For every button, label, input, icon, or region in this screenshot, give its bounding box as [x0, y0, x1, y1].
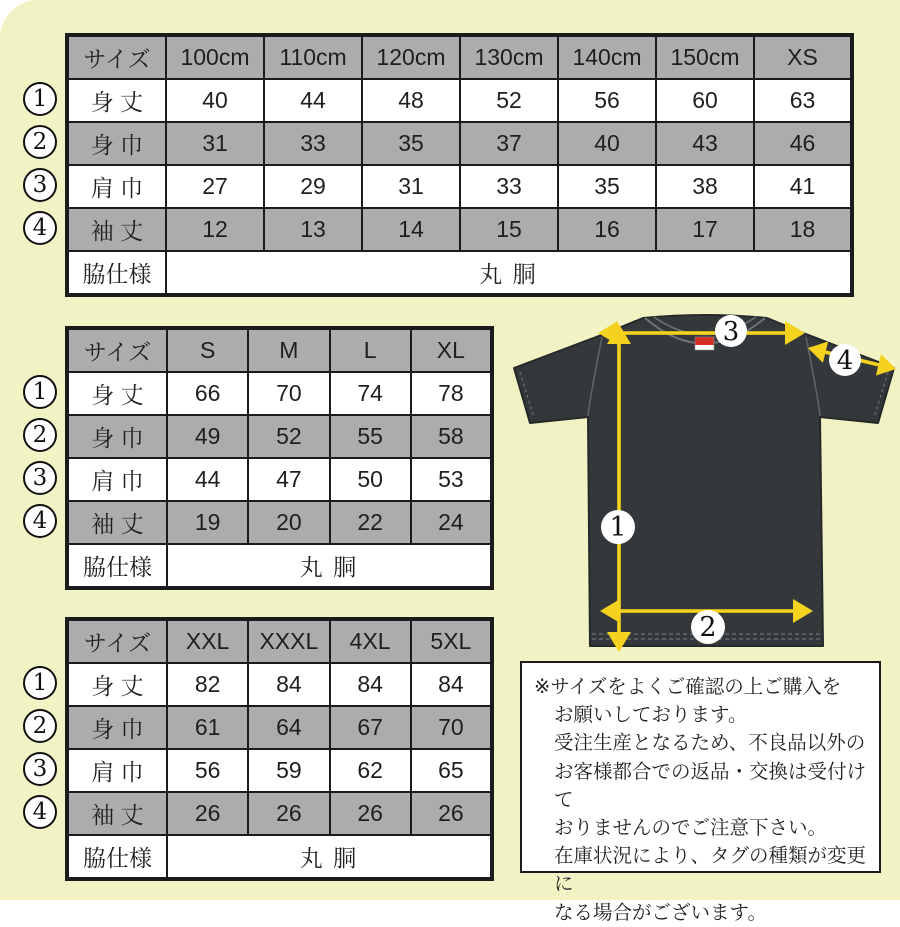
- tshirt-measurement-diagram: [512, 312, 896, 658]
- size-header: XXXL: [248, 619, 329, 663]
- size-header: 5XL: [411, 619, 492, 663]
- measurement-value: 55: [330, 415, 411, 458]
- diagram-label-3: [715, 315, 747, 347]
- measurement-value: 47: [248, 458, 329, 501]
- measurement-value: 52: [460, 79, 558, 122]
- size-header: M: [248, 328, 329, 372]
- side-spec-label: 脇仕様: [67, 251, 166, 295]
- measurement-value: 44: [167, 458, 248, 501]
- tshirt-diagram-svg: [512, 312, 896, 658]
- measurement-value: 50: [330, 458, 411, 501]
- notice-line: なる場合がございます。: [554, 901, 767, 924]
- row-number-badge: 1: [23, 375, 57, 409]
- measurement-value: 26: [411, 792, 492, 835]
- size-header: 130cm: [460, 35, 558, 79]
- size-table: [65, 617, 494, 881]
- measurement-value: 14: [362, 208, 460, 251]
- measurement-value: 22: [330, 501, 411, 544]
- measurement-value: 27: [166, 165, 264, 208]
- size-header: XXL: [167, 619, 248, 663]
- notice-line: 受注生産となるため、不良品以外の: [554, 732, 866, 755]
- notice-line: お願いしております。: [554, 704, 748, 727]
- measurement-value: 65: [411, 749, 492, 792]
- size-table: [65, 326, 494, 590]
- size-column-header: サイズ: [67, 328, 167, 372]
- measurement-label: 袖 丈: [67, 208, 166, 251]
- measurement-value: 53: [411, 458, 492, 501]
- measurement-label: 身 丈: [67, 663, 167, 706]
- row-number-badge: 2: [23, 125, 57, 159]
- row-number-badge: 4: [23, 795, 57, 829]
- measurement-value: 56: [558, 79, 656, 122]
- measurement-value: 62: [330, 749, 411, 792]
- notice-line: 在庫状況により、タグの種類が変更に: [554, 845, 867, 896]
- purchase-notice-box: [520, 661, 881, 924]
- measurement-value: 60: [656, 79, 754, 122]
- measurement-value: 49: [167, 415, 248, 458]
- measurement-value: 26: [248, 792, 329, 835]
- measurement-value: 24: [411, 501, 492, 544]
- measurement-label: 袖 丈: [67, 792, 167, 835]
- measurement-value: 63: [754, 79, 852, 122]
- measurement-label: 身 丈: [67, 372, 167, 415]
- measurement-value: 84: [411, 663, 492, 706]
- svg-text:1: 1: [609, 512, 627, 543]
- row-number-badge: 2: [23, 418, 57, 452]
- measurement-value: 35: [362, 122, 460, 165]
- measurement-value: 12: [166, 208, 264, 251]
- side-spec-value: 丸 胴: [167, 544, 492, 588]
- collar-brand-tag: [695, 337, 714, 350]
- notice-line: ※サイズをよくご確認の上ご購入を: [534, 676, 842, 698]
- measurement-value: 56: [167, 749, 248, 792]
- size-header: 120cm: [362, 35, 460, 79]
- diagram-label-1: [601, 510, 635, 544]
- measurement-value: 31: [362, 165, 460, 208]
- notice-line: お客様都合での返品・交換は受付けて: [554, 760, 867, 811]
- side-spec-label: 脇仕様: [67, 544, 167, 588]
- measurement-value: 40: [166, 79, 264, 122]
- size-header: 140cm: [558, 35, 656, 79]
- measurement-value: 41: [754, 165, 852, 208]
- measurement-value: 35: [558, 165, 656, 208]
- row-number-badge: 1: [23, 666, 57, 700]
- svg-text:3: 3: [722, 317, 740, 347]
- row-number-badge: 1: [23, 82, 57, 116]
- measurement-value: 18: [754, 208, 852, 251]
- measurement-label: 身 丈: [67, 79, 166, 122]
- measurement-value: 70: [248, 372, 329, 415]
- measurement-value: 66: [167, 372, 248, 415]
- measurement-label: 袖 丈: [67, 501, 167, 544]
- measurement-value: 48: [362, 79, 460, 122]
- row-number-badge: 3: [23, 461, 57, 495]
- measurement-value: 38: [656, 165, 754, 208]
- measurement-value: 78: [411, 372, 492, 415]
- measurement-label: 肩 巾: [67, 749, 167, 792]
- measurement-value: 67: [330, 706, 411, 749]
- row-number-badge: 3: [23, 168, 57, 202]
- measurement-value: 16: [558, 208, 656, 251]
- size-table-kids-xs: [32, 33, 854, 297]
- measurement-value: 17: [656, 208, 754, 251]
- row-number-badge: 4: [23, 504, 57, 538]
- measurement-label: 肩 巾: [67, 165, 166, 208]
- measurement-value: 52: [248, 415, 329, 458]
- size-table: [65, 33, 854, 297]
- size-column-header: サイズ: [67, 35, 166, 79]
- size-header: XS: [754, 35, 852, 79]
- measurement-value: 33: [460, 165, 558, 208]
- row-number-badge: 3: [23, 752, 57, 786]
- measurement-label: 身 巾: [67, 122, 166, 165]
- measurement-value: 84: [330, 663, 411, 706]
- measurement-value: 19: [167, 501, 248, 544]
- measurement-value: 59: [248, 749, 329, 792]
- measurement-value: 82: [167, 663, 248, 706]
- measurement-value: 26: [167, 792, 248, 835]
- measurement-value: 33: [264, 122, 362, 165]
- measurement-value: 26: [330, 792, 411, 835]
- size-header: 150cm: [656, 35, 754, 79]
- measurement-value: 37: [460, 122, 558, 165]
- measurement-value: 40: [558, 122, 656, 165]
- size-header: 100cm: [166, 35, 264, 79]
- measurement-value: 46: [754, 122, 852, 165]
- measurement-value: 13: [264, 208, 362, 251]
- side-spec-value: 丸 胴: [166, 251, 852, 295]
- size-table-s-xl: [32, 326, 494, 590]
- size-column-header: サイズ: [67, 619, 167, 663]
- diagram-label-2: [691, 610, 725, 644]
- measurement-label: 肩 巾: [67, 458, 167, 501]
- measurement-label: 身 巾: [67, 706, 167, 749]
- measurement-label: 身 巾: [67, 415, 167, 458]
- size-header: S: [167, 328, 248, 372]
- measurement-value: 44: [264, 79, 362, 122]
- size-header: 4XL: [330, 619, 411, 663]
- measurement-value: 70: [411, 706, 492, 749]
- side-spec-value: 丸 胴: [167, 835, 492, 879]
- diagram-label-4: [829, 344, 861, 376]
- measurement-value: 43: [656, 122, 754, 165]
- measurement-value: 20: [248, 501, 329, 544]
- measurement-value: 15: [460, 208, 558, 251]
- size-header: 110cm: [264, 35, 362, 79]
- side-spec-label: 脇仕様: [67, 835, 167, 879]
- row-number-badge: 4: [23, 211, 57, 245]
- measurement-value: 31: [166, 122, 264, 165]
- size-header: L: [330, 328, 411, 372]
- measurement-value: 64: [248, 706, 329, 749]
- notice-line: おりませんのでご注意下さい。: [554, 817, 828, 840]
- size-table-xxl-5xl: [32, 617, 494, 881]
- measurement-value: 84: [248, 663, 329, 706]
- measurement-value: 74: [330, 372, 411, 415]
- measurement-value: 58: [411, 415, 492, 458]
- size-header: XL: [411, 328, 492, 372]
- measurement-value: 61: [167, 706, 248, 749]
- svg-text:2: 2: [699, 612, 717, 643]
- svg-text:4: 4: [836, 346, 854, 376]
- row-number-badge: 2: [23, 709, 57, 743]
- measurement-value: 29: [264, 165, 362, 208]
